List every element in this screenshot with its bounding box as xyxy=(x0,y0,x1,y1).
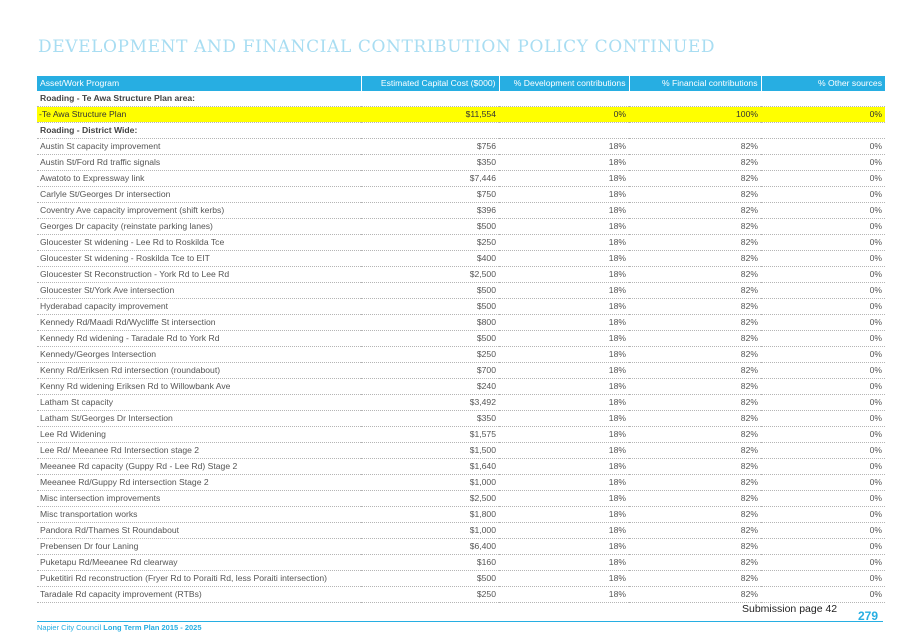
financial-pct-cell: 82% xyxy=(629,267,761,283)
financial-pct-cell: 82% xyxy=(629,587,761,603)
cost-cell: $2,500 xyxy=(361,491,499,507)
asset-cell: Meeanee Rd capacity (Guppy Rd - Lee Rd) Stage 2 xyxy=(37,459,361,475)
contribution-table-container xyxy=(37,76,885,603)
table-row xyxy=(37,363,885,379)
financial-pct-cell: 82% xyxy=(629,155,761,171)
other-pct-cell: 0% xyxy=(761,315,885,331)
development-pct-cell: 18% xyxy=(499,219,629,235)
table-body xyxy=(37,91,885,603)
cost-cell: $6,400 xyxy=(361,539,499,555)
page-number: 279 xyxy=(858,609,879,623)
asset-cell: Georges Dr capacity (reinstate parking lanes) xyxy=(37,219,361,235)
other-pct-cell: 0% xyxy=(761,235,885,251)
financial-pct-cell: 82% xyxy=(629,283,761,299)
header-development-contributions: % Development contributions xyxy=(499,76,629,91)
table-row xyxy=(37,331,885,347)
other-pct-cell: 0% xyxy=(761,251,885,267)
cost-cell: $1,000 xyxy=(361,475,499,491)
other-pct-cell: 0% xyxy=(761,107,885,123)
financial-pct-cell: 82% xyxy=(629,507,761,523)
header-other-sources: % Other sources xyxy=(761,76,885,91)
asset-cell: Kennedy/Georges Intersection xyxy=(37,347,361,363)
development-pct-cell xyxy=(499,91,629,107)
financial-pct-cell: 100% xyxy=(629,107,761,123)
cost-cell: $500 xyxy=(361,571,499,587)
development-pct-cell: 18% xyxy=(499,491,629,507)
development-pct-cell: 18% xyxy=(499,187,629,203)
cost-cell: $160 xyxy=(361,555,499,571)
financial-pct-cell: 82% xyxy=(629,363,761,379)
table-row xyxy=(37,283,885,299)
contribution-table xyxy=(37,76,885,603)
other-pct-cell: 0% xyxy=(761,139,885,155)
table-row xyxy=(37,475,885,491)
financial-pct-cell: 82% xyxy=(629,475,761,491)
other-pct-cell: 0% xyxy=(761,395,885,411)
financial-pct-cell: 82% xyxy=(629,555,761,571)
other-pct-cell: 0% xyxy=(761,379,885,395)
table-row xyxy=(37,411,885,427)
development-pct-cell: 18% xyxy=(499,363,629,379)
cost-cell: $500 xyxy=(361,331,499,347)
other-pct-cell: 0% xyxy=(761,363,885,379)
table-header xyxy=(37,76,885,91)
asset-cell: Carlyle St/Georges Dr intersection xyxy=(37,187,361,203)
asset-cell: Meeanee Rd/Guppy Rd intersection Stage 2 xyxy=(37,475,361,491)
cost-cell: $500 xyxy=(361,299,499,315)
other-pct-cell xyxy=(761,91,885,107)
development-pct-cell: 18% xyxy=(499,395,629,411)
cost-cell: $1,575 xyxy=(361,427,499,443)
financial-pct-cell: 82% xyxy=(629,443,761,459)
table-row xyxy=(37,459,885,475)
submission-page-note: Submission page 42 xyxy=(742,603,838,615)
table-row xyxy=(37,203,885,219)
table-row xyxy=(37,571,885,587)
cost-cell: $250 xyxy=(361,235,499,251)
development-pct-cell: 18% xyxy=(499,299,629,315)
asset-cell: Kennedy Rd widening - Taradale Rd to York Rd xyxy=(37,331,361,347)
asset-cell: -Te Awa Structure Plan xyxy=(37,107,361,123)
asset-cell: Lee Rd/ Meeanee Rd Intersection stage 2 xyxy=(37,443,361,459)
financial-pct-cell: 82% xyxy=(629,331,761,347)
asset-cell: Misc intersection improvements xyxy=(37,491,361,507)
development-pct-cell: 0% xyxy=(499,107,629,123)
financial-pct-cell: 82% xyxy=(629,539,761,555)
page-title: DEVELOPMENT AND FINANCIAL CONTRIBUTION POLICY CONTINUED xyxy=(38,37,716,57)
cost-cell: $800 xyxy=(361,315,499,331)
development-pct-cell: 18% xyxy=(499,203,629,219)
financial-pct-cell: 82% xyxy=(629,203,761,219)
development-pct-cell: 18% xyxy=(499,267,629,283)
table-header-row xyxy=(37,76,885,91)
financial-pct-cell: 82% xyxy=(629,219,761,235)
financial-pct-cell: 82% xyxy=(629,459,761,475)
table-row xyxy=(37,171,885,187)
other-pct-cell: 0% xyxy=(761,475,885,491)
development-pct-cell: 18% xyxy=(499,459,629,475)
development-pct-cell: 18% xyxy=(499,251,629,267)
asset-cell: Gloucester St/York Ave intersection xyxy=(37,283,361,299)
other-pct-cell: 0% xyxy=(761,555,885,571)
development-pct-cell: 18% xyxy=(499,523,629,539)
table-row xyxy=(37,523,885,539)
development-pct-cell: 18% xyxy=(499,427,629,443)
other-pct-cell: 0% xyxy=(761,459,885,475)
other-pct-cell: 0% xyxy=(761,219,885,235)
table-row xyxy=(37,395,885,411)
table-section-row xyxy=(37,91,885,107)
cost-cell: $1,000 xyxy=(361,523,499,539)
other-pct-cell: 0% xyxy=(761,523,885,539)
other-pct-cell xyxy=(761,123,885,139)
development-pct-cell: 18% xyxy=(499,331,629,347)
asset-cell: Gloucester St widening - Lee Rd to Roskilda Tce xyxy=(37,235,361,251)
cost-cell xyxy=(361,91,499,107)
cost-cell: $750 xyxy=(361,187,499,203)
table-highlight-row xyxy=(37,107,885,123)
cost-cell: $250 xyxy=(361,587,499,603)
asset-cell: Lee Rd Widening xyxy=(37,427,361,443)
asset-cell: Kenny Rd/Eriksen Rd intersection (roundabout) xyxy=(37,363,361,379)
footer-organisation xyxy=(37,623,202,632)
financial-pct-cell: 82% xyxy=(629,187,761,203)
header-financial-contributions: % Financial contributions xyxy=(629,76,761,91)
other-pct-cell: 0% xyxy=(761,299,885,315)
financial-pct-cell: 82% xyxy=(629,523,761,539)
asset-cell: Gloucester St widening - Roskilda Tce to EIT xyxy=(37,251,361,267)
financial-pct-cell: 82% xyxy=(629,427,761,443)
cost-cell: $1,640 xyxy=(361,459,499,475)
table-row xyxy=(37,251,885,267)
development-pct-cell: 18% xyxy=(499,315,629,331)
asset-cell: Gloucester St Reconstruction - York Rd to Lee Rd xyxy=(37,267,361,283)
financial-pct-cell: 82% xyxy=(629,571,761,587)
table-row xyxy=(37,139,885,155)
asset-cell: Puketapu Rd/Meeanee Rd clearway xyxy=(37,555,361,571)
other-pct-cell: 0% xyxy=(761,443,885,459)
table-row xyxy=(37,379,885,395)
other-pct-cell: 0% xyxy=(761,187,885,203)
footer-divider xyxy=(37,621,883,622)
development-pct-cell: 18% xyxy=(499,155,629,171)
financial-pct-cell: 82% xyxy=(629,315,761,331)
other-pct-cell: 0% xyxy=(761,507,885,523)
financial-pct-cell: 82% xyxy=(629,347,761,363)
asset-cell: Kennedy Rd/Maadi Rd/Wycliffe St intersection xyxy=(37,315,361,331)
asset-cell: Roading - District Wide: xyxy=(37,123,361,139)
development-pct-cell: 18% xyxy=(499,587,629,603)
asset-cell: Austin St/Ford Rd traffic signals xyxy=(37,155,361,171)
cost-cell: $500 xyxy=(361,283,499,299)
cost-cell: $7,446 xyxy=(361,171,499,187)
table-row xyxy=(37,187,885,203)
cost-cell: $700 xyxy=(361,363,499,379)
other-pct-cell: 0% xyxy=(761,331,885,347)
table-row xyxy=(37,427,885,443)
development-pct-cell: 18% xyxy=(499,411,629,427)
cost-cell: $500 xyxy=(361,219,499,235)
table-row xyxy=(37,539,885,555)
development-pct-cell: 18% xyxy=(499,539,629,555)
other-pct-cell: 0% xyxy=(761,283,885,299)
cost-cell: $350 xyxy=(361,155,499,171)
cost-cell: $3,492 xyxy=(361,395,499,411)
cost-cell: $1,800 xyxy=(361,507,499,523)
other-pct-cell: 0% xyxy=(761,347,885,363)
development-pct-cell: 18% xyxy=(499,347,629,363)
cost-cell: $400 xyxy=(361,251,499,267)
asset-cell: Latham St/Georges Dr Intersection xyxy=(37,411,361,427)
table-section-row xyxy=(37,123,885,139)
table-row xyxy=(37,235,885,251)
financial-pct-cell: 82% xyxy=(629,139,761,155)
development-pct-cell: 18% xyxy=(499,507,629,523)
table-row xyxy=(37,315,885,331)
table-row xyxy=(37,347,885,363)
development-pct-cell xyxy=(499,123,629,139)
development-pct-cell: 18% xyxy=(499,283,629,299)
other-pct-cell: 0% xyxy=(761,203,885,219)
financial-pct-cell xyxy=(629,123,761,139)
table-row xyxy=(37,587,885,603)
other-pct-cell: 0% xyxy=(761,427,885,443)
development-pct-cell: 18% xyxy=(499,235,629,251)
financial-pct-cell: 82% xyxy=(629,235,761,251)
footer-org-name: Napier City Council xyxy=(37,623,102,632)
asset-cell: Latham St capacity xyxy=(37,395,361,411)
footer-plan-name: Long Term Plan 2015 - 2025 xyxy=(103,623,202,632)
financial-pct-cell: 82% xyxy=(629,491,761,507)
other-pct-cell: 0% xyxy=(761,267,885,283)
development-pct-cell: 18% xyxy=(499,379,629,395)
cost-cell xyxy=(361,123,499,139)
cost-cell: $250 xyxy=(361,347,499,363)
table-row xyxy=(37,507,885,523)
cost-cell: $396 xyxy=(361,203,499,219)
asset-cell: Hyderabad capacity improvement xyxy=(37,299,361,315)
cost-cell: $350 xyxy=(361,411,499,427)
cost-cell: $240 xyxy=(361,379,499,395)
cost-cell: $11,554 xyxy=(361,107,499,123)
other-pct-cell: 0% xyxy=(761,587,885,603)
asset-cell: Austin St capacity improvement xyxy=(37,139,361,155)
header-estimated-capital-cost: Estimated Capital Cost ($000) xyxy=(361,76,499,91)
other-pct-cell: 0% xyxy=(761,171,885,187)
table-row xyxy=(37,555,885,571)
financial-pct-cell xyxy=(629,91,761,107)
table-row xyxy=(37,443,885,459)
development-pct-cell: 18% xyxy=(499,171,629,187)
financial-pct-cell: 82% xyxy=(629,299,761,315)
financial-pct-cell: 82% xyxy=(629,251,761,267)
other-pct-cell: 0% xyxy=(761,571,885,587)
table-row xyxy=(37,155,885,171)
asset-cell: Pandora Rd/Thames St Roundabout xyxy=(37,523,361,539)
other-pct-cell: 0% xyxy=(761,155,885,171)
cost-cell: $1,500 xyxy=(361,443,499,459)
table-row xyxy=(37,299,885,315)
asset-cell: Misc transportation works xyxy=(37,507,361,523)
asset-cell: Taradale Rd capacity improvement (RTBs) xyxy=(37,587,361,603)
development-pct-cell: 18% xyxy=(499,139,629,155)
asset-cell: Roading - Te Awa Structure Plan area: xyxy=(37,91,361,107)
development-pct-cell: 18% xyxy=(499,475,629,491)
other-pct-cell: 0% xyxy=(761,539,885,555)
financial-pct-cell: 82% xyxy=(629,395,761,411)
table-row xyxy=(37,219,885,235)
table-row xyxy=(37,491,885,507)
financial-pct-cell: 82% xyxy=(629,411,761,427)
asset-cell: Prebensen Dr four Laning xyxy=(37,539,361,555)
asset-cell: Awatoto to Expressway link xyxy=(37,171,361,187)
header-asset-work-program: Asset/Work Program xyxy=(37,76,361,91)
financial-pct-cell: 82% xyxy=(629,379,761,395)
financial-pct-cell: 82% xyxy=(629,171,761,187)
development-pct-cell: 18% xyxy=(499,443,629,459)
development-pct-cell: 18% xyxy=(499,555,629,571)
cost-cell: $756 xyxy=(361,139,499,155)
asset-cell: Coventry Ave capacity improvement (shift kerbs) xyxy=(37,203,361,219)
other-pct-cell: 0% xyxy=(761,411,885,427)
asset-cell: Kenny Rd widening Eriksen Rd to Willowbank Ave xyxy=(37,379,361,395)
development-pct-cell: 18% xyxy=(499,571,629,587)
table-row xyxy=(37,267,885,283)
other-pct-cell: 0% xyxy=(761,491,885,507)
cost-cell: $2,500 xyxy=(361,267,499,283)
asset-cell: Puketitiri Rd reconstruction (Fryer Rd to Poraiti Rd, less Poraiti intersection) xyxy=(37,571,361,587)
